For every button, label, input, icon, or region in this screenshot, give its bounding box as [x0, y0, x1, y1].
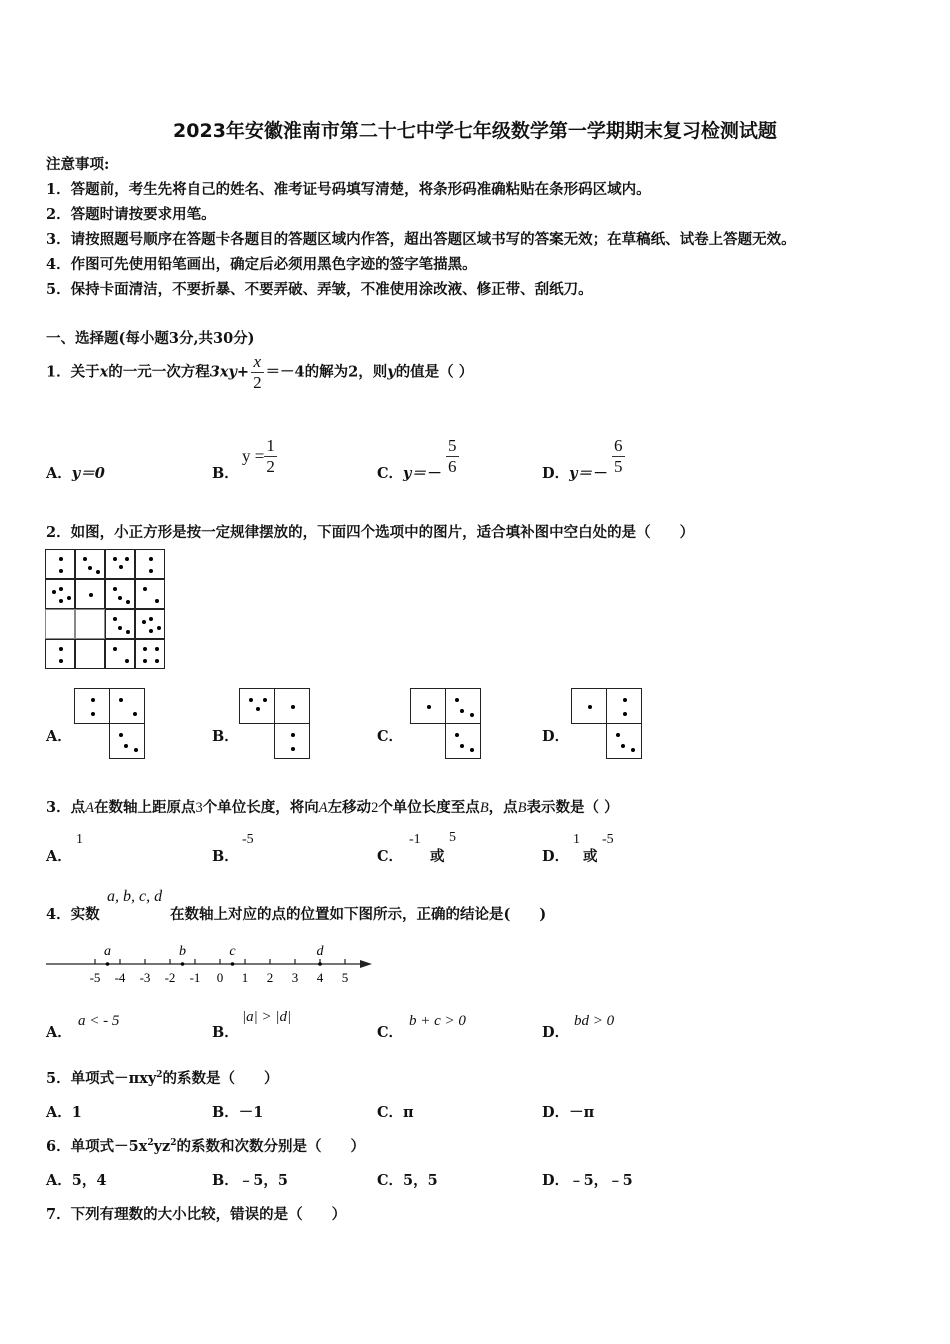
dot — [149, 569, 153, 573]
q5-option-d[interactable]: D．－π — [542, 1104, 595, 1121]
point-label-b: b — [179, 944, 186, 959]
q4-option-d-value: bd > 0 — [574, 1013, 615, 1029]
dot — [59, 587, 63, 591]
q5-option-c[interactable]: C．π — [377, 1104, 414, 1121]
question-4-stem-pre: 4．实数 — [46, 906, 100, 923]
q1-option-d-frac: $\frac{6}{5}$ — [614, 436, 623, 476]
q6-option-b[interactable]: B．﹣5，5 — [212, 1172, 288, 1189]
option-cell — [109, 723, 145, 759]
number-line — [40, 938, 380, 990]
dot — [113, 587, 117, 591]
option-cell — [109, 688, 145, 724]
dot — [134, 748, 138, 752]
dot — [616, 733, 620, 737]
notes-heading: 注意事项: — [46, 156, 110, 173]
tick-label: -3 — [139, 970, 151, 985]
tick-label: 4 — [316, 970, 324, 985]
dot — [67, 596, 71, 600]
dot — [143, 647, 147, 651]
q4-option-c-value: b + c > 0 — [409, 1013, 466, 1029]
dot — [621, 744, 625, 748]
dot — [427, 705, 431, 709]
dot — [455, 733, 459, 737]
note-item-2: 2．答题时请按要求用笔。 — [46, 206, 216, 223]
dot — [470, 748, 474, 752]
option-cell — [274, 723, 310, 759]
grid-cell — [135, 609, 165, 639]
dot — [83, 557, 87, 561]
q4-option-a-value: a < - 5 — [78, 1013, 120, 1029]
dot — [143, 659, 147, 663]
q5-option-b[interactable]: B．－1 — [212, 1104, 264, 1121]
tick-label: -4 — [114, 970, 126, 985]
dot — [118, 626, 122, 630]
q2-option-c-figure[interactable] — [410, 688, 482, 760]
note-item-4: 4．作图可先使用铅笔画出，确定后必须用黑色字迹的签字笔描黑。 — [46, 256, 477, 273]
grid-cell — [75, 579, 105, 609]
dot — [125, 557, 129, 561]
q3-option-a-value: 1 — [76, 832, 83, 847]
q1-option-a[interactable]: A．y＝0 — [46, 465, 105, 482]
q3-option-d-label[interactable]: D． — [542, 848, 570, 865]
grid-cell — [135, 579, 165, 609]
q6-option-a[interactable]: A．5，4 — [46, 1172, 107, 1189]
number-line-arrow — [360, 960, 372, 968]
tick-label: -2 — [164, 970, 176, 985]
point-c — [231, 962, 235, 966]
dot — [113, 617, 117, 621]
tick-label: -1 — [189, 970, 201, 985]
q2-option-d-label[interactable]: D． — [542, 728, 570, 745]
option-cell — [410, 688, 446, 724]
q4-option-c-label[interactable]: C． — [377, 1024, 404, 1041]
dot — [149, 557, 153, 561]
question-2-stem: 2．如图，小正方形是按一定规律摆放的，下面四个选项中的图片，适合填补图中空白处的是（ ） — [46, 524, 695, 541]
dot — [96, 570, 100, 574]
dot — [460, 709, 464, 713]
note-item-5: 5．保持卡面清洁，不要折暴、不要弄破、弄皱，不准使用涂改液、修正带、刮纸刀。 — [46, 281, 593, 298]
q2-option-c-label[interactable]: C． — [377, 728, 404, 745]
q2-option-a-figure[interactable] — [74, 688, 146, 760]
q3-option-b-label[interactable]: B． — [212, 848, 239, 865]
q3-option-b-value: -5 — [242, 832, 254, 847]
q1-option-b-value: y = $\frac{1}{2}$ — [242, 436, 275, 476]
point-label-d: d — [316, 944, 324, 959]
q4-option-d-label[interactable]: D． — [542, 1024, 570, 1041]
grid-cell — [105, 609, 135, 639]
question-1-stem: 1．关于x的一元一次方程3xy+ $\frac{x}{2}$ ＝－4的解为2，则y的值是（ ） — [46, 352, 474, 392]
tick-label: -5 — [89, 970, 101, 985]
option-cell — [606, 688, 642, 724]
grid-cell — [105, 639, 135, 669]
dot — [59, 647, 63, 651]
dot — [91, 712, 95, 716]
tick-label: 1 — [241, 970, 249, 985]
dot — [155, 647, 159, 651]
option-cell — [606, 723, 642, 759]
dot — [291, 733, 295, 737]
question-5-stem: 5．单项式－πxy$^2$的系数是（ ） — [46, 1070, 279, 1087]
q3-option-a-label[interactable]: A． — [46, 848, 72, 865]
dot — [149, 617, 153, 621]
dot — [126, 630, 130, 634]
section-heading: 一、选择题(每小题3分,共30分) — [46, 330, 255, 347]
dot — [119, 565, 123, 569]
dot — [155, 599, 159, 603]
pattern-grid — [45, 549, 165, 669]
option-cell — [239, 688, 275, 724]
dot — [52, 590, 56, 594]
option-cell — [445, 688, 481, 724]
q3-option-d-value1: 1 — [573, 832, 580, 847]
option-cell — [74, 688, 110, 724]
tick-label: 2 — [266, 970, 274, 985]
note-item-3: 3．请按照题号顺序在答题卡各题目的答题区域内作答，超出答题区域书写的答案无效；在草稿纸、试卷上答题无效。 — [46, 231, 796, 248]
q2-option-a-label[interactable]: A． — [46, 728, 72, 745]
dot — [460, 744, 464, 748]
q6-option-d[interactable]: D．﹣5，﹣5 — [542, 1172, 633, 1189]
q6-option-c[interactable]: C．5，5 — [377, 1172, 438, 1189]
note-item-1: 1．答题前，考生先将自己的姓名、准考证号码填写清楚，将条形码准确粘贴在条形码区域内。 — [46, 181, 651, 198]
dot — [155, 659, 159, 663]
grid-cell — [135, 549, 165, 579]
point-label-c: c — [229, 944, 236, 959]
dot — [59, 557, 63, 561]
dot — [263, 698, 267, 702]
dot — [142, 620, 146, 624]
option-cell — [571, 688, 607, 724]
grid-blank-cell — [45, 609, 75, 639]
q3-option-c-or: 或 — [430, 848, 445, 865]
option-cell — [274, 688, 310, 724]
dot — [455, 698, 459, 702]
q5-option-a[interactable]: A．1 — [46, 1104, 82, 1121]
point-a — [106, 962, 110, 966]
dot — [588, 705, 592, 709]
dot — [126, 600, 130, 604]
dot — [59, 599, 63, 603]
point-label-a: a — [104, 944, 111, 959]
dot — [470, 713, 474, 717]
grid-cell — [75, 639, 105, 669]
point-b — [181, 962, 185, 966]
grid-cell — [75, 549, 105, 579]
question-7-stem: 7．下列有理数的大小比较，错误的是（ ） — [46, 1206, 347, 1223]
dot — [291, 705, 295, 709]
question-6-stem: 6．单项式$-5x^2yz^2$的系数和次数分别是（ ） — [46, 1138, 366, 1155]
q4-option-a-label[interactable]: A． — [46, 1024, 72, 1041]
grid-cell — [135, 639, 165, 669]
grid-cell — [105, 579, 135, 609]
dot — [256, 707, 260, 711]
dot — [118, 596, 122, 600]
dot — [89, 593, 93, 597]
dot — [119, 733, 123, 737]
q1-option-b-label[interactable]: B． — [212, 465, 239, 482]
q4-option-b-label[interactable]: B． — [212, 1024, 239, 1041]
q3-option-d-value2: -5 — [602, 832, 614, 847]
dot — [623, 698, 627, 702]
q4-option-b-value: |a| > |d| — [242, 1009, 292, 1025]
tick-label: 5 — [341, 970, 349, 985]
dot — [125, 659, 129, 663]
q1-option-c[interactable]: C．y＝－ — [377, 465, 441, 482]
question-4-stem-post: 在数轴上对应的点的位置如下图所示，正确的结论是( ) — [170, 906, 547, 923]
dot — [291, 747, 295, 751]
dot — [149, 629, 153, 633]
q1-option-c-frac: $\frac{5}{6}$ — [448, 436, 457, 476]
q2-option-b-label[interactable]: B． — [212, 728, 239, 745]
dot — [631, 748, 635, 752]
grid-cell — [45, 579, 75, 609]
dot — [91, 698, 95, 702]
dot — [623, 712, 627, 716]
question-4-vars: a, b, c, d — [107, 888, 163, 905]
dot — [113, 647, 117, 651]
q3-option-c-value2: 5 — [449, 830, 456, 845]
tick-label: 3 — [291, 970, 299, 985]
dot — [88, 566, 92, 570]
option-cell — [445, 723, 481, 759]
dot — [113, 557, 117, 561]
dot — [143, 587, 147, 591]
dot — [124, 744, 128, 748]
point-d — [318, 962, 322, 966]
dot — [119, 698, 123, 702]
dot — [59, 659, 63, 663]
dot — [157, 626, 161, 630]
q3-option-c-label[interactable]: C． — [377, 848, 404, 865]
grid-cell — [105, 549, 135, 579]
tick-label: 0 — [216, 970, 224, 985]
q1-option-d[interactable]: D．y＝－ — [542, 465, 607, 482]
dot — [59, 569, 63, 573]
question-3-stem: 3．点A在数轴上距原点3个单位长度，将向A左移动2个单位长度至点B，点B表示数是（ ） — [46, 799, 619, 816]
grid-cell — [45, 549, 75, 579]
dot — [249, 698, 253, 702]
q2-option-d-figure[interactable] — [571, 688, 643, 760]
grid-blank-cell — [75, 609, 105, 639]
dot — [133, 712, 137, 716]
q3-option-d-or: 或 — [583, 848, 598, 865]
q3-option-c-value1: -1 — [409, 832, 421, 847]
page-title: 2023年安徽淮南市第二十七中学七年级数学第一学期期末复习检测试题 — [173, 120, 777, 142]
grid-cell — [45, 639, 75, 669]
q2-option-b-figure[interactable] — [239, 688, 311, 760]
